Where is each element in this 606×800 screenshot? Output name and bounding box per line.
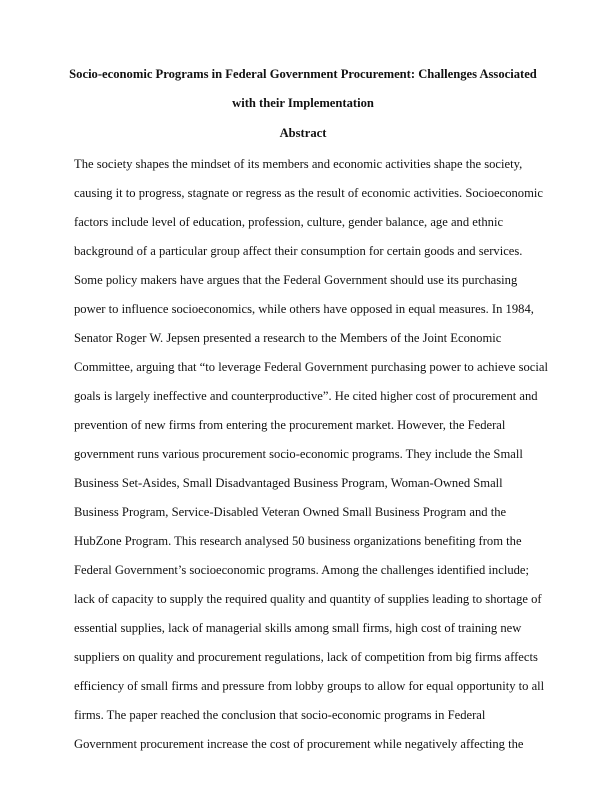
abstract-line-17: essential supplies, lack of managerial skills among small firms, high cost of training new	[74, 621, 522, 635]
document-title-line-2: with their Implementation	[232, 96, 374, 110]
abstract-line-2: causing it to progress, stagnate or regress as the result of economic activities. Socioeconomic	[74, 186, 543, 200]
abstract-line-4: background of a particular group affect their consumption for certain goods and services.	[74, 244, 523, 258]
abstract-line-11: government runs various procurement socio-economic programs. They include the Small	[74, 447, 523, 461]
abstract-line-12: Business Set-Asides, Small Disadvantaged Business Program, Woman-Owned Small	[74, 476, 503, 490]
abstract-line-15: Federal Government’s socioeconomic programs. Among the challenges identified include;	[74, 563, 529, 577]
abstract-line-9: goals is largely ineffective and counterproductive”. He cited higher cost of procurement and	[74, 389, 538, 403]
abstract-line-7: Senator Roger W. Jepsen presented a research to the Members of the Joint Economic	[74, 331, 502, 345]
abstract-line-20: firms. The paper reached the conclusion that socio-economic programs in Federal	[74, 708, 486, 722]
abstract-line-19: efficiency of small firms and pressure from lobby groups to allow for equal opportunity to all	[74, 679, 545, 693]
abstract-line-5: Some policy makers have argues that the Federal Government should use its purchasing	[74, 273, 518, 287]
abstract-line-14: HubZone Program. This research analysed 50 business organizations benefiting from the	[74, 534, 522, 548]
abstract-line-6: power to influence socioeconomics, while others have opposed in equal measures. In 1984,	[74, 302, 534, 316]
abstract-line-13: Business Program, Service-Disabled Veteran Owned Small Business Program and the	[74, 505, 507, 519]
abstract-line-18: suppliers on quality and procurement regulations, lack of competition from big firms affects	[74, 650, 538, 664]
abstract-line-8: Committee, arguing that “to leverage Federal Government purchasing power to achieve social	[74, 360, 548, 374]
abstract-line-1: The society shapes the mindset of its members and economic activities shape the society,	[74, 157, 523, 171]
abstract-line-21: Government procurement increase the cost of procurement while negatively affecting the	[74, 737, 524, 751]
abstract-line-3: factors include level of education, profession, culture, gender balance, age and ethnic	[74, 215, 504, 229]
abstract-heading: Abstract	[279, 126, 327, 140]
document-title-line-1: Socio-economic Programs in Federal Government Procurement: Challenges Associated	[69, 67, 537, 81]
abstract-line-10: prevention of new firms from entering the procurement market. However, the Federal	[74, 418, 506, 432]
abstract-line-16: lack of capacity to supply the required quality and quantity of supplies leading to shortage of	[74, 592, 542, 606]
